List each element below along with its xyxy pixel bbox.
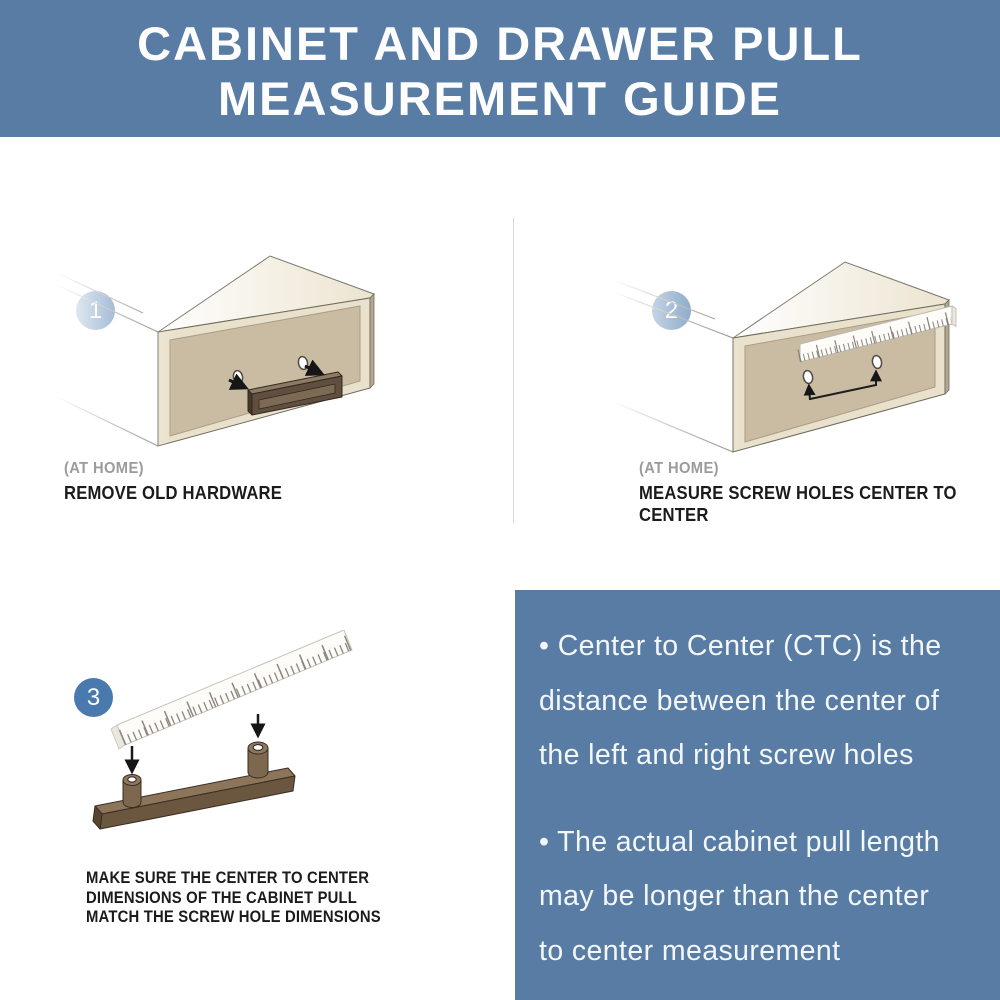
step-3-labels bbox=[86, 869, 414, 928]
step-1-context-label: (AT HOME) bbox=[64, 460, 144, 477]
step-1-drawer-illustration bbox=[55, 245, 500, 470]
step-2-labels bbox=[639, 459, 1000, 526]
note-2-line-1: • The actual cabinet pull length bbox=[539, 825, 940, 858]
note-1-line-2: distance between the center of bbox=[539, 684, 940, 717]
step-3-caption-line-3: MATCH THE SCREW HOLE DIMENSIONS bbox=[86, 908, 381, 926]
page-title-line-2: MEASUREMENT GUIDE bbox=[217, 71, 783, 125]
note-1-line-1: • Center to Center (CTC) is the bbox=[539, 630, 942, 662]
step-1-labels bbox=[64, 459, 306, 504]
step-3-pull-illustration bbox=[55, 630, 475, 880]
ruler-graphic bbox=[111, 630, 352, 749]
header-banner bbox=[0, 0, 1000, 137]
step-3-caption-line-1: MAKE SURE THE CENTER TO CENTER bbox=[86, 869, 370, 887]
note-bullet-2 bbox=[539, 815, 990, 979]
step-3-number: 3 bbox=[86, 683, 101, 711]
screw-post-right bbox=[248, 742, 268, 778]
left-fade bbox=[55, 245, 175, 470]
step-2-drawer-illustration bbox=[610, 245, 1000, 470]
panel-divider bbox=[513, 218, 514, 523]
note-1-line-3: the left and right screw holes bbox=[539, 739, 914, 771]
drawer-right-edge bbox=[370, 294, 374, 388]
page-title-line-1: CABINET AND DRAWER PULL bbox=[137, 16, 863, 70]
screw-post-left bbox=[123, 775, 141, 808]
step-2-caption: MEASURE SCREW HOLES CENTER TO CENTER bbox=[639, 482, 957, 525]
note-2-line-2: may be longer than the center bbox=[539, 880, 930, 912]
step-3-caption-line-2: DIMENSIONS OF THE CABINET PULL bbox=[86, 888, 358, 907]
step-1-caption: REMOVE OLD HARDWARE bbox=[64, 482, 283, 503]
step-2-context-label: (AT HOME) bbox=[639, 460, 719, 477]
left-fade bbox=[610, 245, 740, 470]
notes-panel bbox=[515, 590, 1000, 1000]
note-2-line-3: to center measurement bbox=[539, 934, 841, 967]
note-bullet-1 bbox=[539, 619, 990, 783]
